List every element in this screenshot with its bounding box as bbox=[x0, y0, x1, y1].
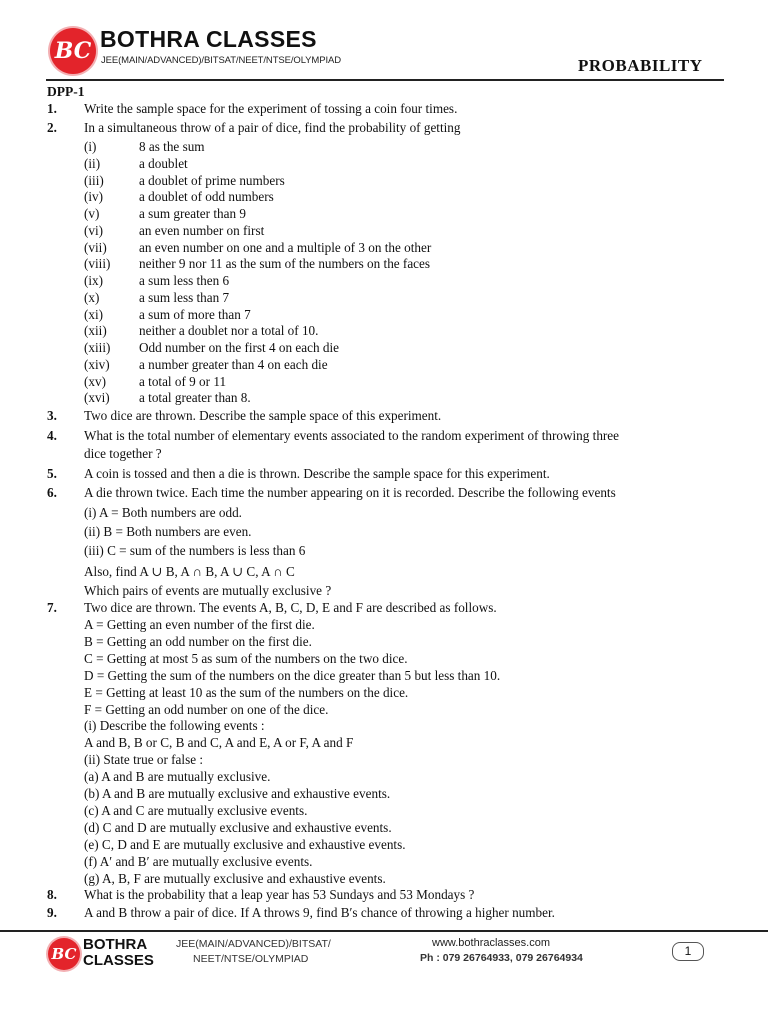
option-numeral: (xv) bbox=[84, 373, 106, 389]
option-text: a doublet of odd numbers bbox=[139, 189, 274, 205]
question-7-line-text: (f) A′ and B′ are mutually exclusive events. bbox=[84, 853, 313, 869]
header-rule bbox=[46, 79, 724, 81]
option-text: neither 9 nor 11 as the sum of the numbers on the faces bbox=[139, 256, 431, 272]
footer-tagline-2: NEET/NTSE/OLYMPIAD bbox=[193, 953, 309, 965]
footer-website[interactable]: www.bothraclasses.com bbox=[432, 937, 550, 949]
option-text: Odd number on the first 4 on each die bbox=[139, 340, 339, 355]
question-7-line-text: E = Getting at least 10 as the sum of the numbers on the dice. bbox=[84, 684, 409, 700]
brand-tagline: JEE(MAIN/ADVANCED)/BITSAT/NEET/NTSE/OLYMPIAD bbox=[101, 55, 341, 66]
question-7-line-text: (ii) State true or false : bbox=[84, 752, 204, 768]
option-numeral: (xiv) bbox=[84, 356, 110, 372]
option-numeral: (xi) bbox=[84, 306, 104, 322]
footer-rule bbox=[0, 930, 768, 932]
option-numeral: (xvi) bbox=[84, 390, 110, 406]
option-text: a total of 9 or 11 bbox=[139, 373, 227, 389]
footer-brand-line1: BOTHRA bbox=[83, 936, 148, 953]
question-7-line-text: (e) C, D and E are mutually exclusive and exhaustive events. bbox=[84, 836, 406, 852]
subject-title: PROBABILITY bbox=[578, 56, 703, 75]
option-text: neither a doublet nor a total of 10. bbox=[139, 323, 319, 339]
option-text: an even number on first bbox=[139, 222, 265, 238]
option-text: a number greater than 4 on each die bbox=[139, 356, 328, 372]
option-numeral: (iii) bbox=[84, 172, 104, 188]
option-numeral: (viii) bbox=[84, 256, 111, 272]
question-7-line-text: F = Getting an odd number on one of the dice. bbox=[84, 701, 329, 717]
option-numeral: (ix) bbox=[84, 273, 104, 288]
question-7-line-text: B = Getting an odd number on the first die. bbox=[84, 633, 312, 649]
option-numeral: (i) bbox=[84, 139, 97, 154]
option-numeral: (v) bbox=[84, 206, 100, 221]
option-numeral: (xii) bbox=[84, 323, 107, 339]
brand-name: BOTHRA CLASSES bbox=[100, 26, 317, 52]
option-text: 8 as the sum bbox=[139, 139, 205, 154]
footer-brand-line2: CLASSES bbox=[83, 952, 154, 969]
option-numeral: (iv) bbox=[84, 189, 104, 205]
dpp-title: DPP-1 bbox=[47, 84, 85, 99]
question-7-line-text: D = Getting the sum of the numbers on the dice greater than 5 but less than 10. bbox=[84, 667, 501, 683]
option-text: a sum of more than 7 bbox=[139, 306, 251, 322]
question-7-line-text: (g) A, B, F are mutually exclusive and exhaustive events. bbox=[84, 870, 386, 886]
option-numeral: (ii) bbox=[84, 155, 101, 171]
option-text: a sum greater than 9 bbox=[139, 206, 246, 221]
option-text: a doublet bbox=[139, 155, 188, 171]
logo-icon: BC bbox=[50, 28, 96, 74]
footer-tagline-1: JEE(MAIN/ADVANCED)/BITSAT/ bbox=[176, 938, 331, 950]
question-7-line-text: (d) C and D are mutually exclusive and exhaustive events. bbox=[84, 819, 392, 835]
question-7-line-text: (a) A and B are mutually exclusive. bbox=[84, 769, 271, 785]
option-numeral: (xiii) bbox=[84, 340, 111, 355]
question-7-line-text: (i) Describe the following events : bbox=[84, 718, 265, 734]
question-7-line-text: C = Getting at most 5 as sum of the numbers on the two dice. bbox=[84, 650, 408, 666]
option-text: a total greater than 8. bbox=[139, 390, 251, 406]
option-numeral: (vi) bbox=[84, 222, 104, 238]
question-7-line-text: A and B, B or C, B and C, A and E, A or F, A and F bbox=[84, 735, 354, 751]
footer-phone: Ph : 079 26764933, 079 26764934 bbox=[420, 952, 583, 964]
question-7-line-text: A = Getting an even number of the first die. bbox=[84, 617, 315, 632]
page-number-badge: 1 bbox=[672, 942, 704, 961]
option-text: an even number on one and a multiple of 3 on the other bbox=[139, 239, 432, 255]
option-text: a sum less than 7 bbox=[139, 289, 230, 305]
footer-logo-icon: BC bbox=[48, 938, 80, 970]
option-numeral: (x) bbox=[84, 289, 100, 305]
option-text: a sum less then 6 bbox=[139, 273, 230, 288]
question-7-line-text: (b) A and B are mutually exclusive and exhaustive events. bbox=[84, 786, 391, 801]
option-numeral: (vii) bbox=[84, 239, 107, 255]
option-text: a doublet of prime numbers bbox=[139, 172, 285, 188]
question-7-line-text: (c) A and C are mutually exclusive events. bbox=[84, 802, 308, 818]
